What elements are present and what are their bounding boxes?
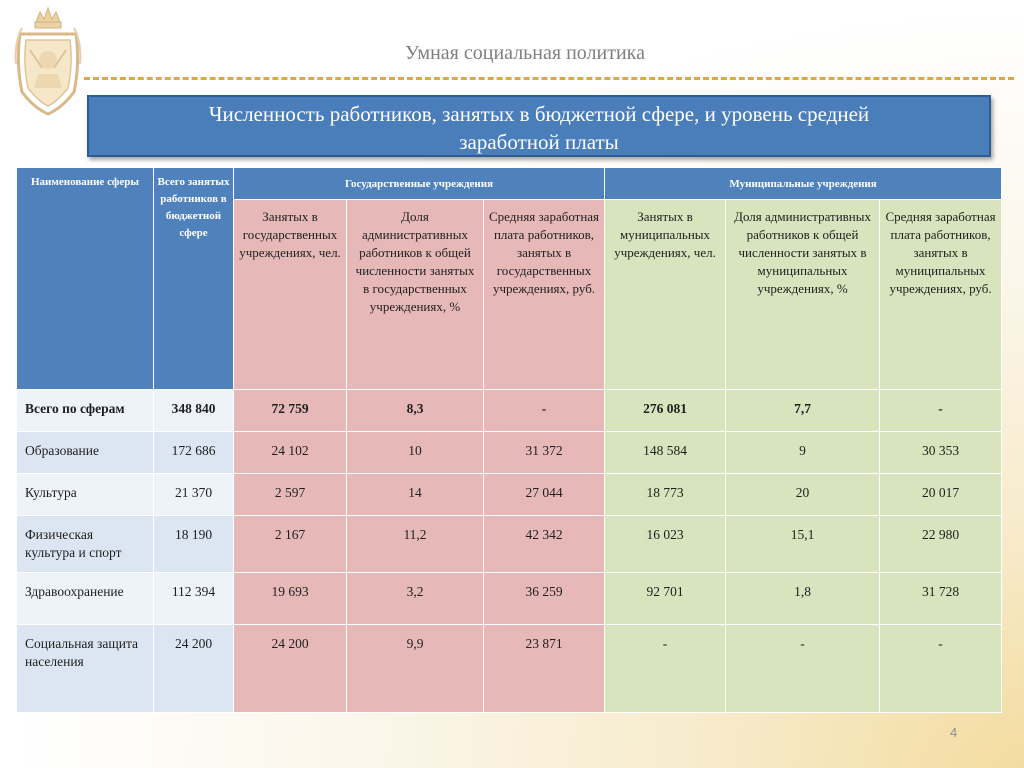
row-mun-employed: 18 773 <box>605 474 726 516</box>
row-gov-employed: 24 102 <box>234 432 347 474</box>
row-total: 112 394 <box>154 573 234 625</box>
table-row <box>17 625 1002 713</box>
slide-title-line-2: заработной платы <box>459 130 619 154</box>
row-mun-avg-salary: 31 728 <box>880 573 1002 625</box>
row-mun-avg-salary: 20 017 <box>880 474 1002 516</box>
row-gov-employed: 72 759 <box>234 390 347 432</box>
row-gov-admin-share: 9,9 <box>347 625 484 713</box>
table-row <box>17 474 1002 516</box>
row-name: Здравоохранение <box>17 573 154 625</box>
table-row <box>17 432 1002 474</box>
row-mun-employed: - <box>605 625 726 713</box>
table-row <box>17 390 1002 432</box>
header-mun-employed: Занятых в муниципальных учреждениях, чел. <box>605 200 726 390</box>
row-total: 24 200 <box>154 625 234 713</box>
row-name: Физическая культура и спорт <box>17 516 154 573</box>
row-gov-avg-salary: 27 044 <box>484 474 605 516</box>
row-mun-admin-share: 1,8 <box>726 573 880 625</box>
row-mun-admin-share: 15,1 <box>726 516 880 573</box>
header-mun-group: Муниципальные учреждения <box>605 168 1002 200</box>
row-gov-avg-salary: 42 342 <box>484 516 605 573</box>
header-gov-admin-share: Доля административных работников к общей численности занятых в государственных учреждениях, % <box>347 200 484 390</box>
header-gov-avg-salary: Средняя заработная плата работников, занятых в государственных учреждениях, руб. <box>484 200 605 390</box>
coat-of-arms-icon <box>8 4 88 116</box>
row-gov-admin-share: 14 <box>347 474 484 516</box>
row-mun-admin-share: 9 <box>726 432 880 474</box>
row-gov-employed: 24 200 <box>234 625 347 713</box>
row-mun-employed: 16 023 <box>605 516 726 573</box>
presentation-header-title: Умная социальная политика <box>405 42 645 64</box>
row-mun-employed: 92 701 <box>605 573 726 625</box>
row-mun-avg-salary: - <box>880 390 1002 432</box>
row-name: Образование <box>17 432 154 474</box>
header-mun-admin-share: Доля административных работников к общей численности занятых в муниципальных учреждениях, % <box>726 200 880 390</box>
row-gov-employed: 19 693 <box>234 573 347 625</box>
header-mun-avg-salary: Средняя заработная плата работников, занятых в муниципальных учреждениях, руб. <box>880 200 1002 390</box>
header-name: Наименование сферы <box>17 168 154 390</box>
row-name: Всего по сферам <box>17 390 154 432</box>
table-row <box>17 573 1002 625</box>
slide-title-box <box>87 95 991 157</box>
row-mun-admin-share: 7,7 <box>726 390 880 432</box>
header-total: Всего занятых работников в бюджетной сфере <box>154 168 234 390</box>
slide-title-line-1: Численность работников, занятых в бюджетной сфере, и уровень средней <box>208 102 870 126</box>
row-name: Социальная защита населения <box>17 625 154 713</box>
row-mun-admin-share: - <box>726 625 880 713</box>
row-mun-avg-salary: - <box>880 625 1002 713</box>
row-mun-avg-salary: 30 353 <box>880 432 1002 474</box>
row-mun-admin-share: 20 <box>726 474 880 516</box>
row-gov-admin-share: 3,2 <box>347 573 484 625</box>
row-mun-avg-salary: 22 980 <box>880 516 1002 573</box>
row-gov-employed: 2 167 <box>234 516 347 573</box>
row-gov-avg-salary: 36 259 <box>484 573 605 625</box>
row-total: 21 370 <box>154 474 234 516</box>
row-gov-admin-share: 10 <box>347 432 484 474</box>
budget-employees-table <box>16 167 1002 713</box>
row-total: 348 840 <box>154 390 234 432</box>
row-gov-admin-share: 11,2 <box>347 516 484 573</box>
row-mun-employed: 276 081 <box>605 390 726 432</box>
row-gov-avg-salary: 23 871 <box>484 625 605 713</box>
header-gov-group: Государственные учреждения <box>234 168 605 200</box>
row-total: 18 190 <box>154 516 234 573</box>
row-gov-employed: 2 597 <box>234 474 347 516</box>
row-name: Культура <box>17 474 154 516</box>
table-header-row-groups <box>17 168 1002 200</box>
page-number: 4 <box>950 725 958 740</box>
header-dashed-divider <box>84 77 1014 80</box>
row-total: 172 686 <box>154 432 234 474</box>
row-gov-admin-share: 8,3 <box>347 390 484 432</box>
row-gov-avg-salary: 31 372 <box>484 432 605 474</box>
row-mun-employed: 148 584 <box>605 432 726 474</box>
row-gov-avg-salary: - <box>484 390 605 432</box>
header-gov-employed: Занятых в государственных учреждениях, чел. <box>234 200 347 390</box>
table-row <box>17 516 1002 573</box>
